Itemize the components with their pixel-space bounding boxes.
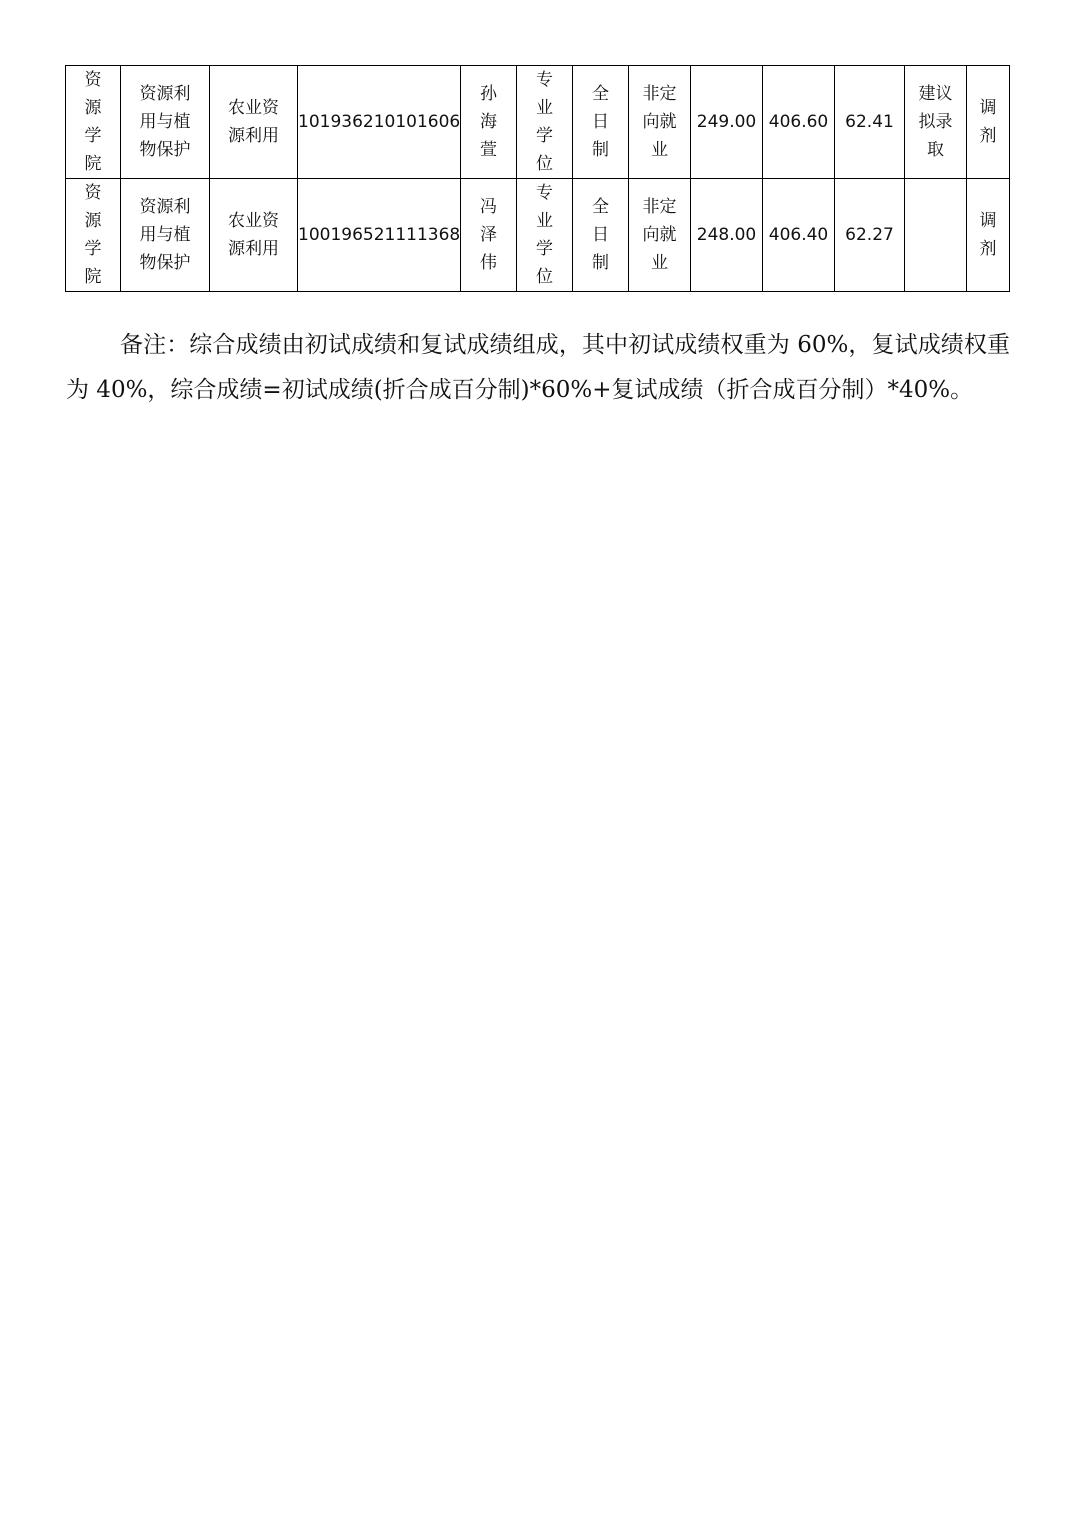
degree-type-cell: 专 业 学 位 [517,179,573,292]
initial-score-cell: 248.00 [691,179,763,292]
suggestion-cell: 建议 拟录 取 [905,66,967,179]
table-row [66,66,1010,179]
college-cell: 资 源 学 院 [66,66,121,179]
suggestion-cell [905,179,967,292]
major-cell: 农业资 源利用 [210,179,298,292]
initial-score-cell: 249.00 [691,66,763,179]
composite-score-cell: 62.41 [835,66,905,179]
exam-number-cell: 101936210101606 [298,66,461,179]
employment-type-cell: 非定 向就 业 [629,179,691,292]
table-row [66,179,1010,292]
admission-results-table [65,65,1010,292]
composite-score-cell: 62.27 [835,179,905,292]
study-mode-cell: 全 日 制 [573,66,629,179]
exam-number-cell: 100196521111368 [298,179,461,292]
major-cell: 农业资 源利用 [210,66,298,179]
discipline-cell: 资源利 用与植 物保护 [121,179,210,292]
remark-cell: 调 剂 [967,66,1010,179]
score-100-cell: 406.60 [763,66,835,179]
scoring-note: 备注：综合成绩由初试成绩和复试成绩组成，其中初试成绩权重为 60%，复试成绩权重为 40%，综合成绩=初试成绩(折合成百分制)*60%+复试成绩（折合成百分制）*40%。 [66,332,1010,403]
college-cell: 资 源 学 院 [66,179,121,292]
name-cell: 孙 海 萱 [461,66,517,179]
remark-cell: 调 剂 [967,179,1010,292]
score-100-cell: 406.40 [763,179,835,292]
employment-type-cell: 非定 向就 业 [629,66,691,179]
study-mode-cell: 全 日 制 [573,179,629,292]
name-cell: 冯 泽 伟 [461,179,517,292]
discipline-cell: 资源利 用与植 物保护 [121,66,210,179]
degree-type-cell: 专 业 学 位 [517,66,573,179]
